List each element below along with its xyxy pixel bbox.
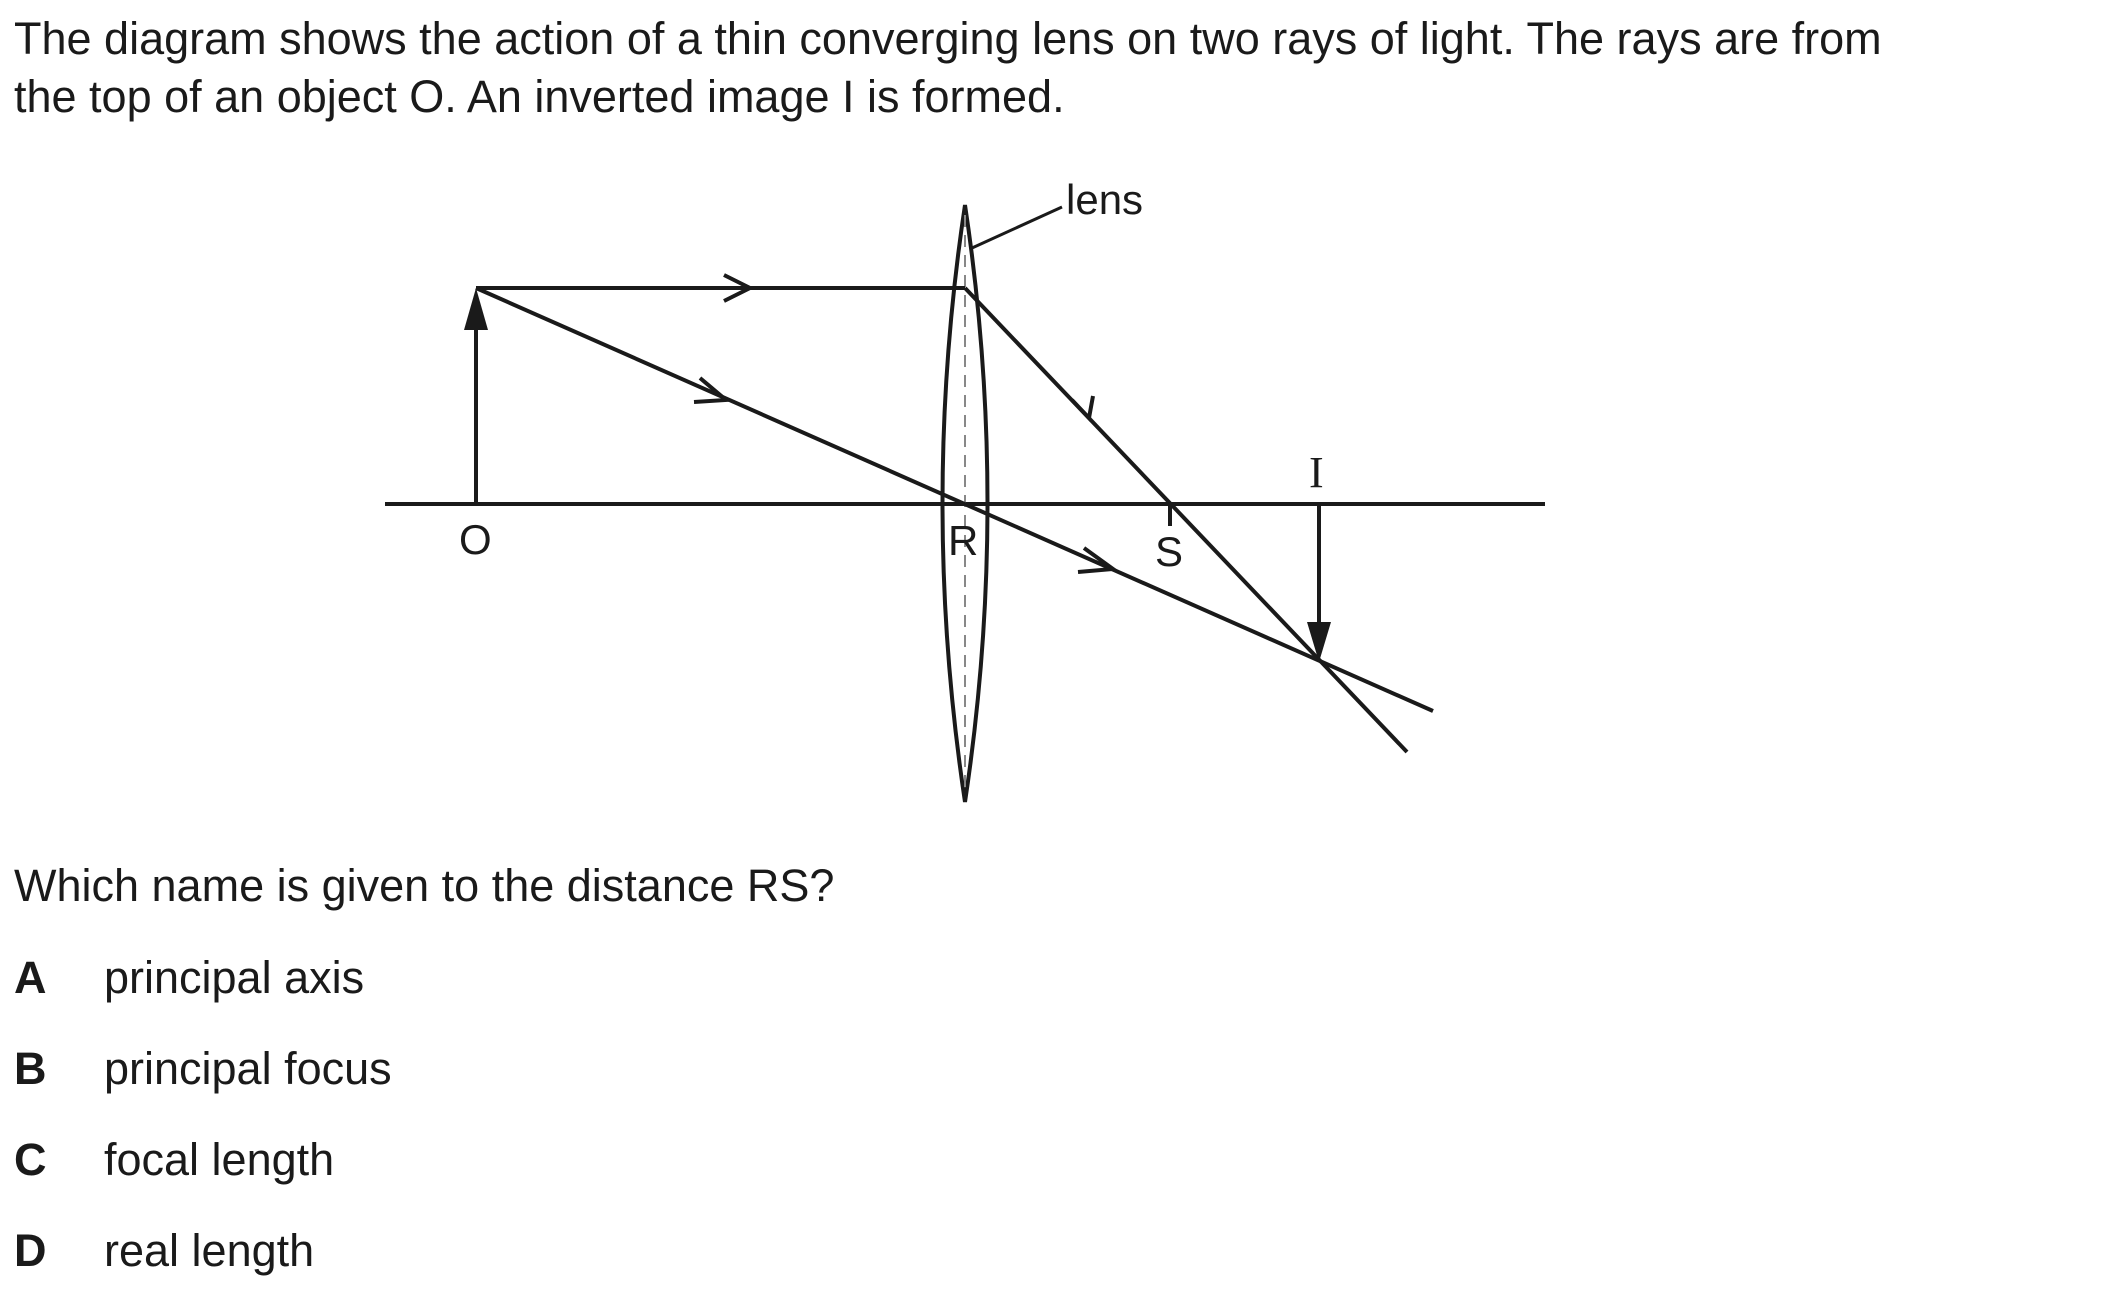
option-letter: A [14,952,47,1003]
refracted-ray [965,288,1407,752]
question-text: Which name is given to the distance RS? [14,860,835,911]
lens-label: lens [1066,176,1144,223]
central-ray [476,288,1433,711]
option-letter: C [14,1134,47,1185]
option-c[interactable] [14,1134,392,1225]
answer-options [14,952,392,1316]
lens-label-leader [972,207,1062,248]
question-stem-line-1: The diagram shows the action of a thin converging lens on two rays of light. The rays are from [14,13,1882,64]
question-stem-line-2: the top of an object O. An inverted image I is formed. [14,71,1065,122]
option-text: real length [104,1225,315,1276]
option-a[interactable] [14,952,392,1043]
refracted-ray-direction-arrow [1072,396,1093,418]
lens-centre-label: R [948,517,979,564]
option-text: focal length [104,1134,335,1185]
option-d[interactable] [14,1225,392,1316]
option-b[interactable] [14,1043,392,1134]
option-letter: B [14,1043,47,1094]
object-arrowhead [464,288,488,330]
image-label: I [1309,448,1324,497]
object-label: O [459,516,492,563]
option-text: principal focus [104,1043,392,1094]
option-text: principal axis [104,952,365,1003]
option-letter: D [14,1225,47,1276]
focus-label: S [1155,528,1184,575]
